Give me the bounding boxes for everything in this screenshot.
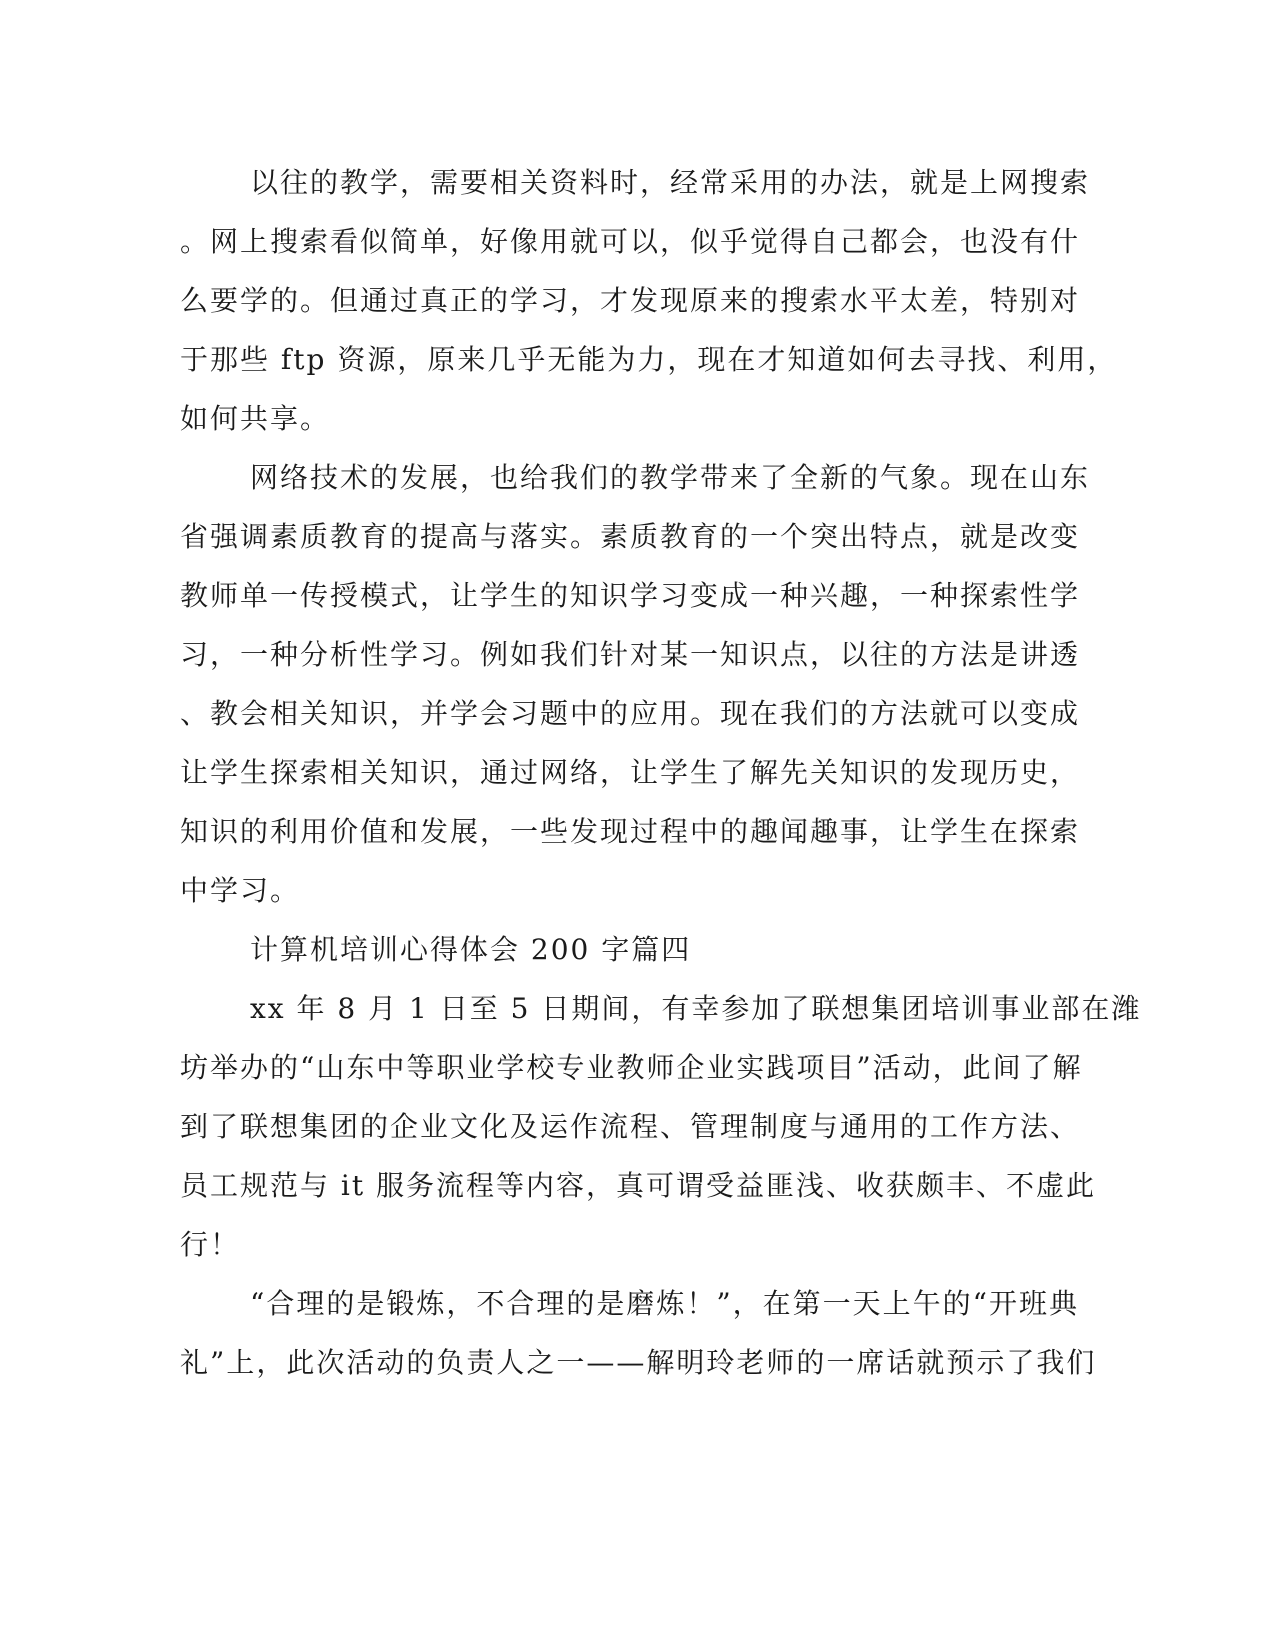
text-line: 如何共享。 <box>180 402 331 435</box>
text-line: 行！ <box>180 1228 241 1261</box>
text-line: 到了联想集团的企业文化及运作流程、管理制度与通用的工作方法、 <box>180 1110 1081 1143</box>
section-heading: 计算机培训心得体会 200 字篇四 <box>250 933 692 966</box>
text-line: xx 年 8 月 1 日至 5 日期间，有幸参加了联想集团培训事业部在潍 <box>250 992 1142 1025</box>
text-line: 以往的教学，需要相关资料时，经常采用的办法，就是上网搜索 <box>250 166 1091 199</box>
text-line: 教师单一传授模式，让学生的知识学习变成一种兴趣，一种探索性学 <box>180 579 1081 612</box>
document-body <box>180 158 1142 1397</box>
text-line: 坊举办的“山东中等职业学校专业教师企业实践项目”活动，此间了解 <box>180 1051 1083 1084</box>
text-line: 于那些 ftp 资源，原来几乎无能为力，现在才知道如何去寻找、利用， <box>180 343 1118 376</box>
text-line: 习，一种分析性学习。例如我们针对某一知识点，以往的方法是讲透 <box>180 638 1081 671</box>
text-line: 员工规范与 it 服务流程等内容，真可谓受益匪浅、收获颇丰、不虚此 <box>180 1169 1097 1202</box>
text-line: 中学习。 <box>180 874 301 907</box>
text-line: 。网上搜索看似简单，好像用就可以，似乎觉得自己都会，也没有什 <box>180 225 1081 258</box>
text-line: 网络技术的发展，也给我们的教学带来了全新的气象。现在山东 <box>250 461 1091 494</box>
text-line: 省强调素质教育的提高与落实。素质教育的一个突出特点，就是改变 <box>180 520 1081 553</box>
text-line: 知识的利用价值和发展，一些发现过程中的趣闻趣事，让学生在探索 <box>180 815 1081 848</box>
text-line: 么要学的。但通过真正的学习，才发现原来的搜索水平太差，特别对 <box>180 284 1081 317</box>
text-line: 、教会相关知识，并学会习题中的应用。现在我们的方法就可以变成 <box>180 697 1081 730</box>
text-line: 礼”上，此次活动的负责人之一——解明玲老师的一席话就预示了我们 <box>180 1346 1097 1379</box>
text-line: “合理的是锻炼，不合理的是磨炼！”，在第一天上午的“开班典 <box>250 1287 1079 1320</box>
text-line: 让学生探索相关知识，通过网络，让学生了解先关知识的发现历史， <box>180 756 1081 789</box>
